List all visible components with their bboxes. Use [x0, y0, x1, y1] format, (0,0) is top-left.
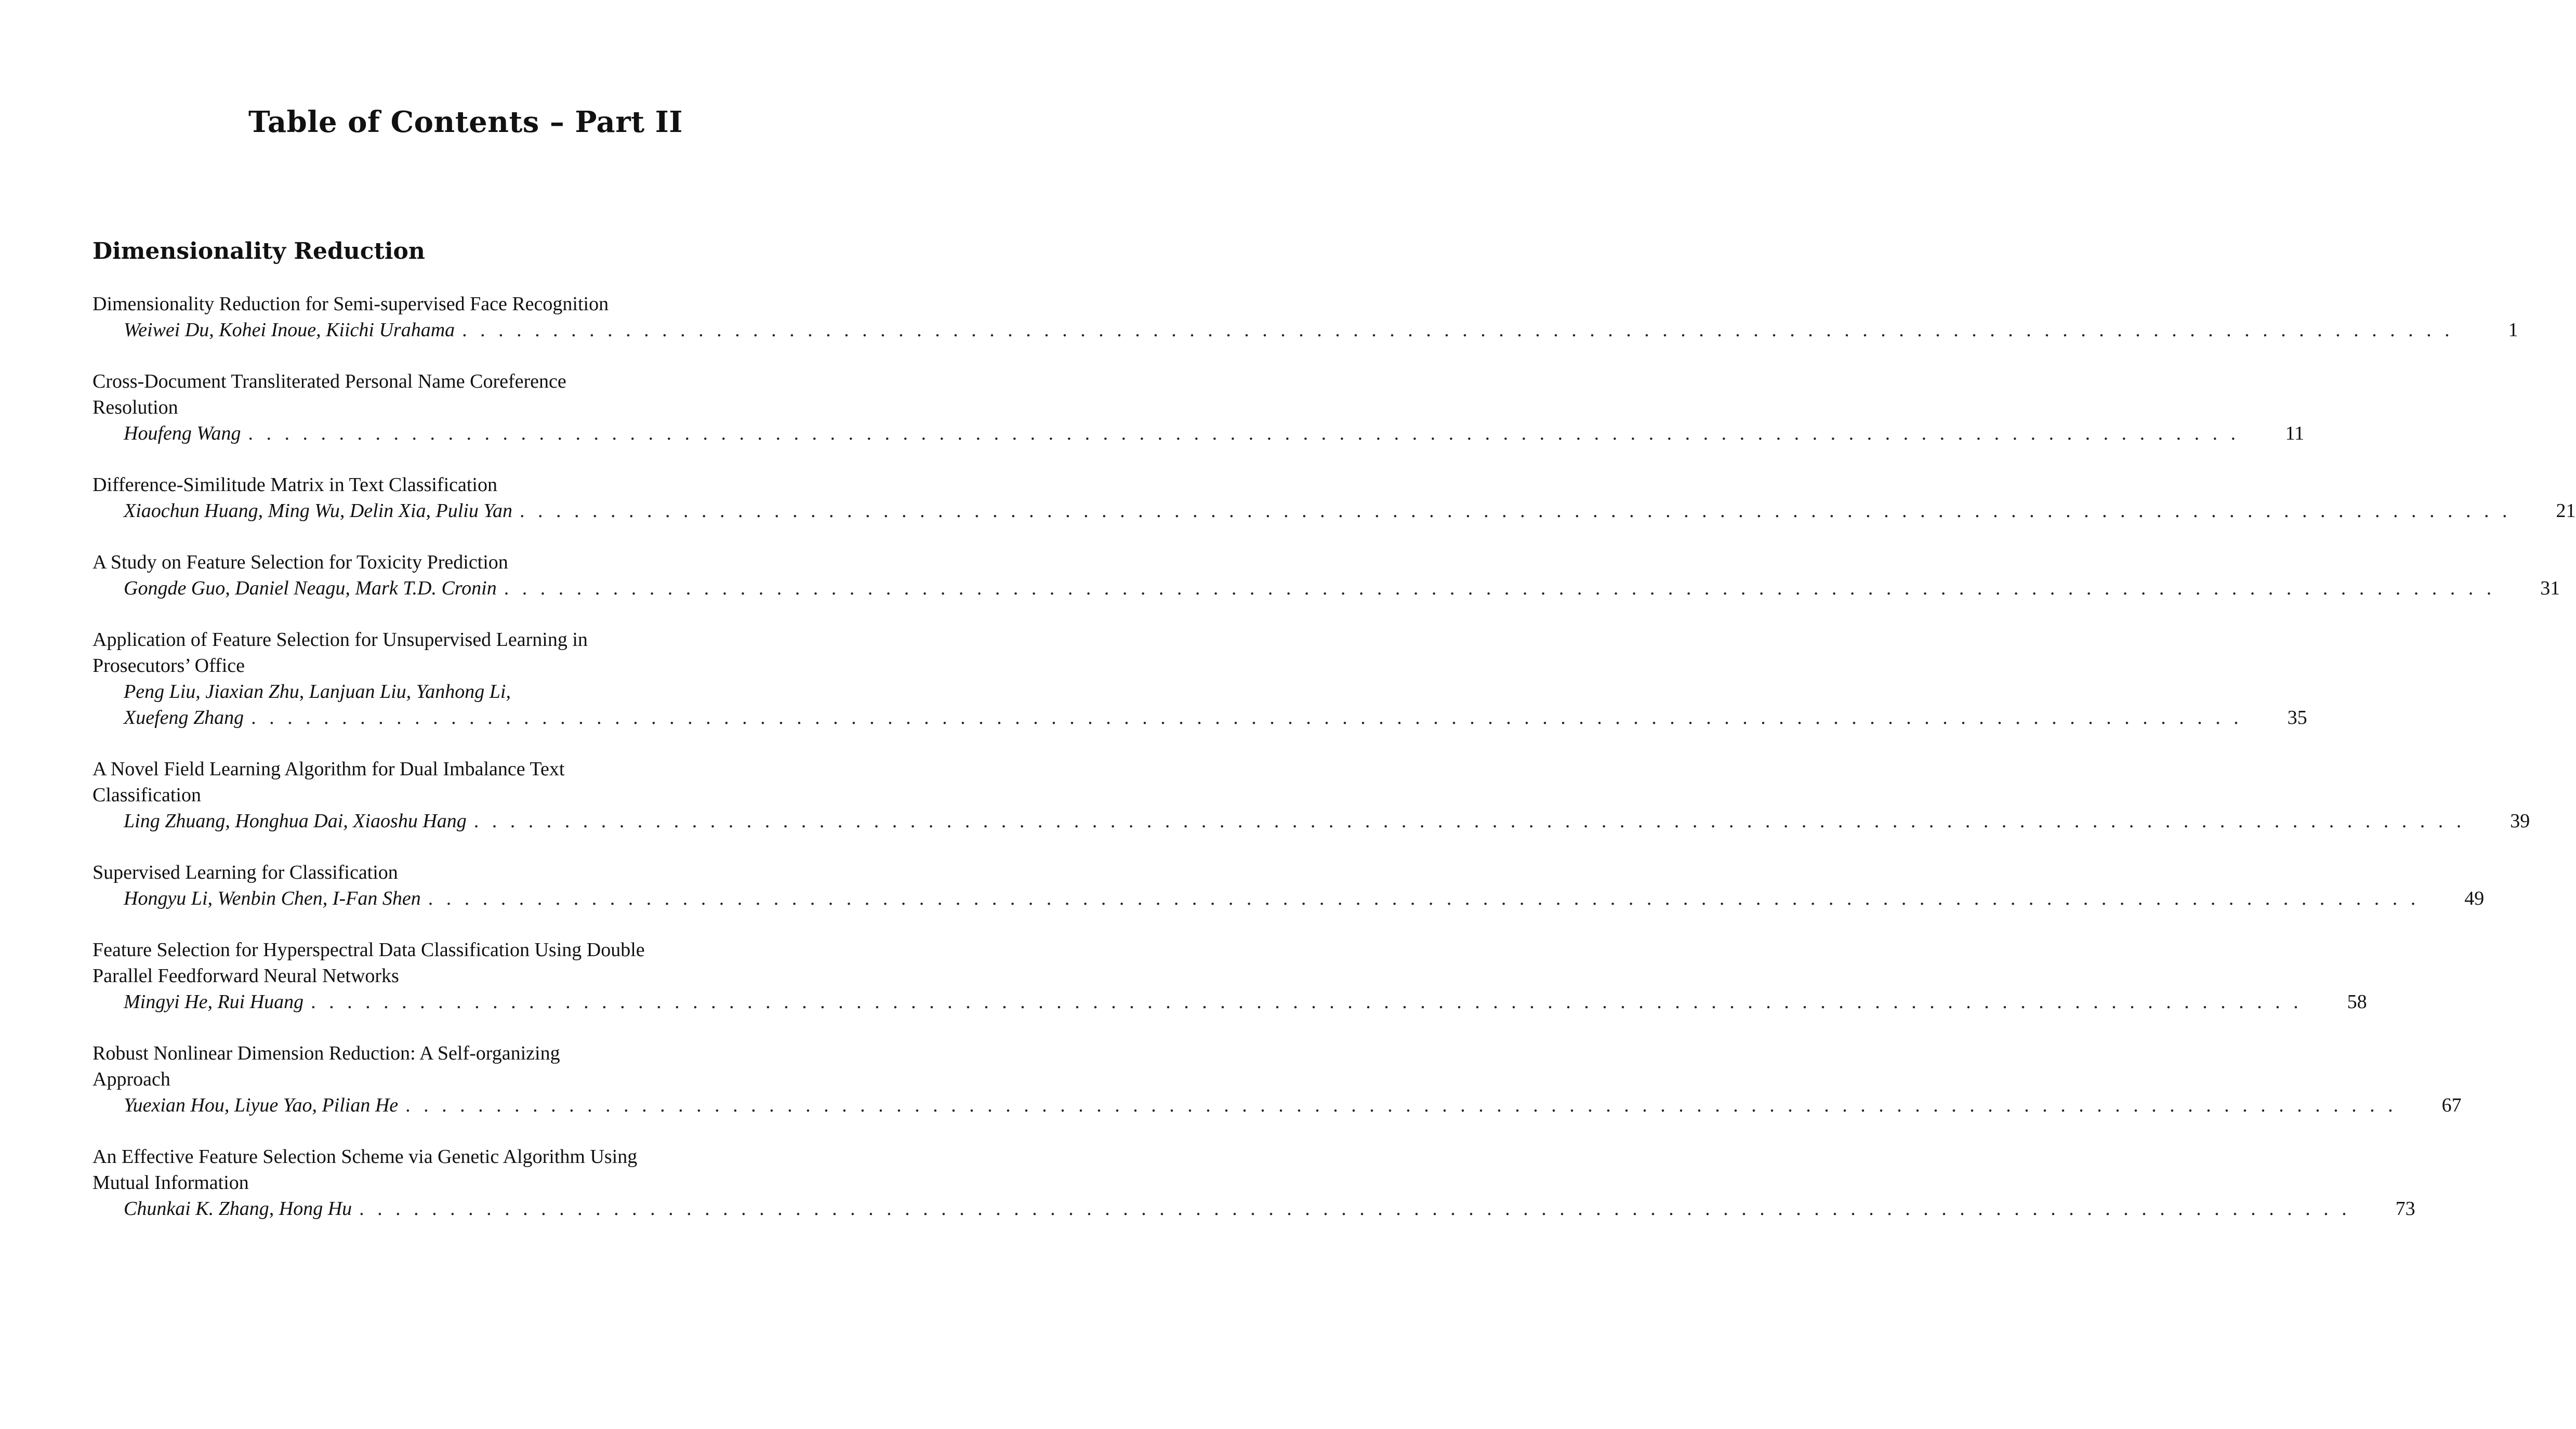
page-title: Table of Contents – Part II — [248, 105, 683, 139]
dot-leader: . . . . . . . . . . . . . . . . . . . . . . . . . . . . . . . . . . . . . . . . . . . . . . . . . . . . . . . . . . . . . . . . . . . . . . . . . . . . . . . . . . . . . . . . . . . . . . . . . . . . . . . . . . . . . . — [473, 810, 2466, 832]
dot-leader: . . . . . . . . . . . . . . . . . . . . . . . . . . . . . . . . . . . . . . . . . . . . . . . . . . . . . . . . . . . . . . . . . . . . . . . . . . . . . . . . . . . . . . . . . . . . . . . . . . . . . . . . . . . . . . — [359, 1198, 2351, 1220]
dot-leader: . . . . . . . . . . . . . . . . . . . . . . . . . . . . . . . . . . . . . . . . . . . . . . . . . . . . . . . . . . . . . . . . . . . . . . . . . . . . . . . . . . . . . . . . . . . . . . . . . . . . . . . . . . . . . . — [520, 500, 2512, 522]
toc-entry-title: An Effective Feature Selection Scheme via Genetic Algorithm Using — [93, 1146, 638, 1168]
toc-entry-title: Dimensionality Reduction for Semi-supervised Face Recognition — [93, 293, 609, 315]
toc-entry-author-line — [93, 989, 2367, 1015]
toc-entry-authors: Peng Liu, Jiaxian Zhu, Lanjuan Liu, Yanhong Li, — [124, 681, 511, 703]
toc-entry-author-line — [93, 317, 2518, 343]
dot-leader: . . . . . . . . . . . . . . . . . . . . . . . . . . . . . . . . . . . . . . . . . . . . . . . . . . . . . . . . . . . . . . . . . . . . . . . . . . . . . . . . . . . . . . . . . . . . . . . . . . . . . . . . . . . . . . — [462, 319, 2454, 341]
toc-entry-authors: Weiwei Du, Kohei Inoue, Kiichi Urahama — [124, 319, 455, 341]
toc-page-number[interactable]: 1 — [2508, 319, 2518, 341]
dot-leader: . . . . . . . . . . . . . . . . . . . . . . . . . . . . . . . . . . . . . . . . . . . . . . . . . . . . . . . . . . . . . . . . . . . . . . . . . . . . . . . . . . . . . . . . . . . . . . . . . . . . . . . . . . . . . . — [504, 577, 2496, 599]
toc-entry-authors: Gongde Guo, Daniel Neagu, Mark T.D. Cronin — [124, 577, 497, 599]
toc-entry-authors: Houfeng Wang — [124, 422, 241, 444]
toc-entry-title: Robust Nonlinear Dimension Reduction: A Self-organizing — [93, 1042, 560, 1064]
toc-entry-title: Approach — [93, 1068, 170, 1090]
toc-entry-title: Cross-Document Transliterated Personal Name Coreference — [93, 371, 566, 392]
toc-page-number[interactable]: 11 — [2285, 422, 2305, 444]
toc-page-number[interactable]: 39 — [2510, 810, 2530, 832]
toc-entry[interactable] — [93, 472, 2576, 524]
toc-entry-authors: Yuexian Hou, Liyue Yao, Pilian He — [124, 1094, 399, 1116]
toc-entry-author-line — [93, 885, 2485, 911]
toc-page-number[interactable]: 21 — [2556, 500, 2576, 522]
toc-entry-author-line — [93, 808, 2530, 834]
toc-entry-author-line — [93, 420, 2305, 446]
toc-entry-author-line — [93, 705, 2307, 731]
toc-page-number[interactable]: 49 — [2464, 888, 2485, 909]
toc-page-number[interactable]: 67 — [2441, 1094, 2462, 1116]
toc-entry[interactable] — [93, 291, 2518, 343]
toc-entry[interactable] — [93, 368, 2305, 446]
toc-entry-title: Mutual Information — [93, 1172, 249, 1194]
dot-leader: . . . . . . . . . . . . . . . . . . . . . . . . . . . . . . . . . . . . . . . . . . . . . . . . . . . . . . . . . . . . . . . . . . . . . . . . . . . . . . . . . . . . . . . . . . . . . . . . . . . . . . . . . . . . . . — [428, 888, 2420, 909]
toc-entry-title: Parallel Feedforward Neural Networks — [93, 965, 399, 987]
dot-leader: . . . . . . . . . . . . . . . . . . . . . . . . . . . . . . . . . . . . . . . . . . . . . . . . . . . . . . . . . . . . . . . . . . . . . . . . . . . . . . . . . . . . . . . . . . . . . . . . . . . . . . . . . . . . . . — [405, 1094, 2397, 1116]
dot-leader: . . . . . . . . . . . . . . . . . . . . . . . . . . . . . . . . . . . . . . . . . . . . . . . . . . . . . . . . . . . . . . . . . . . . . . . . . . . . . . . . . . . . . . . . . . . . . . . . . . . . . . . . . . . . . . — [251, 707, 2243, 729]
toc-entry-title: Application of Feature Selection for Unsupervised Learning in — [93, 629, 588, 651]
toc-entry-title: Resolution — [93, 396, 178, 418]
toc-entry-title: A Study on Feature Selection for Toxicity Prediction — [93, 551, 508, 573]
toc-entry[interactable] — [93, 549, 2560, 601]
toc-entry[interactable] — [93, 1040, 2462, 1118]
dot-leader: . . . . . . . . . . . . . . . . . . . . . . . . . . . . . . . . . . . . . . . . . . . . . . . . . . . . . . . . . . . . . . . . . . . . . . . . . . . . . . . . . . . . . . . . . . . . . . . . . . . . . . . . . . . . . . — [248, 422, 2240, 444]
section-heading: Dimensionality Reduction — [93, 238, 425, 264]
toc-entry-author-line — [93, 498, 2576, 524]
toc-entry-authors: Ling Zhuang, Honghua Dai, Xiaoshu Hang — [124, 810, 467, 832]
toc-entry-title: A Novel Field Learning Algorithm for Dual Imbalance Text — [93, 758, 565, 780]
toc-entry-author-line — [93, 1196, 2415, 1222]
toc-page-number[interactable]: 58 — [2347, 991, 2367, 1013]
dot-leader: . . . . . . . . . . . . . . . . . . . . . . . . . . . . . . . . . . . . . . . . . . . . . . . . . . . . . . . . . . . . . . . . . . . . . . . . . . . . . . . . . . . . . . . . . . . . . . . . . . . . . . . . . . . . . . — [311, 991, 2303, 1013]
toc-entry[interactable] — [93, 937, 2367, 1015]
toc-entry[interactable] — [93, 627, 2307, 731]
toc-entry-title: Feature Selection for Hyperspectral Data Classification Using Double — [93, 939, 645, 961]
toc-entry-authors: Hongyu Li, Wenbin Chen, I-Fan Shen — [124, 888, 421, 909]
toc-entry-author-line — [93, 1092, 2462, 1118]
toc-entry[interactable] — [93, 859, 2485, 911]
toc-entry-authors: Xiaochun Huang, Ming Wu, Delin Xia, Puliu Yan — [124, 500, 513, 522]
toc-page-number[interactable]: 35 — [2287, 707, 2307, 729]
toc-entry-author-line — [93, 575, 2560, 601]
toc-entry-title: Supervised Learning for Classification — [93, 862, 398, 883]
toc-entry-title: Difference-Similitude Matrix in Text Classification — [93, 474, 497, 496]
toc-entry-authors: Xuefeng Zhang — [124, 707, 244, 729]
toc-entry[interactable] — [93, 1144, 2415, 1222]
toc-entry-title: Prosecutors’ Office — [93, 655, 245, 677]
toc-entry[interactable] — [93, 756, 2530, 834]
toc-entry-authors: Chunkai K. Zhang, Hong Hu — [124, 1198, 352, 1220]
toc-page-number[interactable]: 73 — [2395, 1198, 2415, 1220]
toc-page-number[interactable]: 31 — [2540, 577, 2560, 599]
toc-entry-authors: Mingyi He, Rui Huang — [124, 991, 304, 1013]
toc-entry-list — [93, 291, 2576, 1247]
toc-entry-title: Classification — [93, 784, 201, 806]
